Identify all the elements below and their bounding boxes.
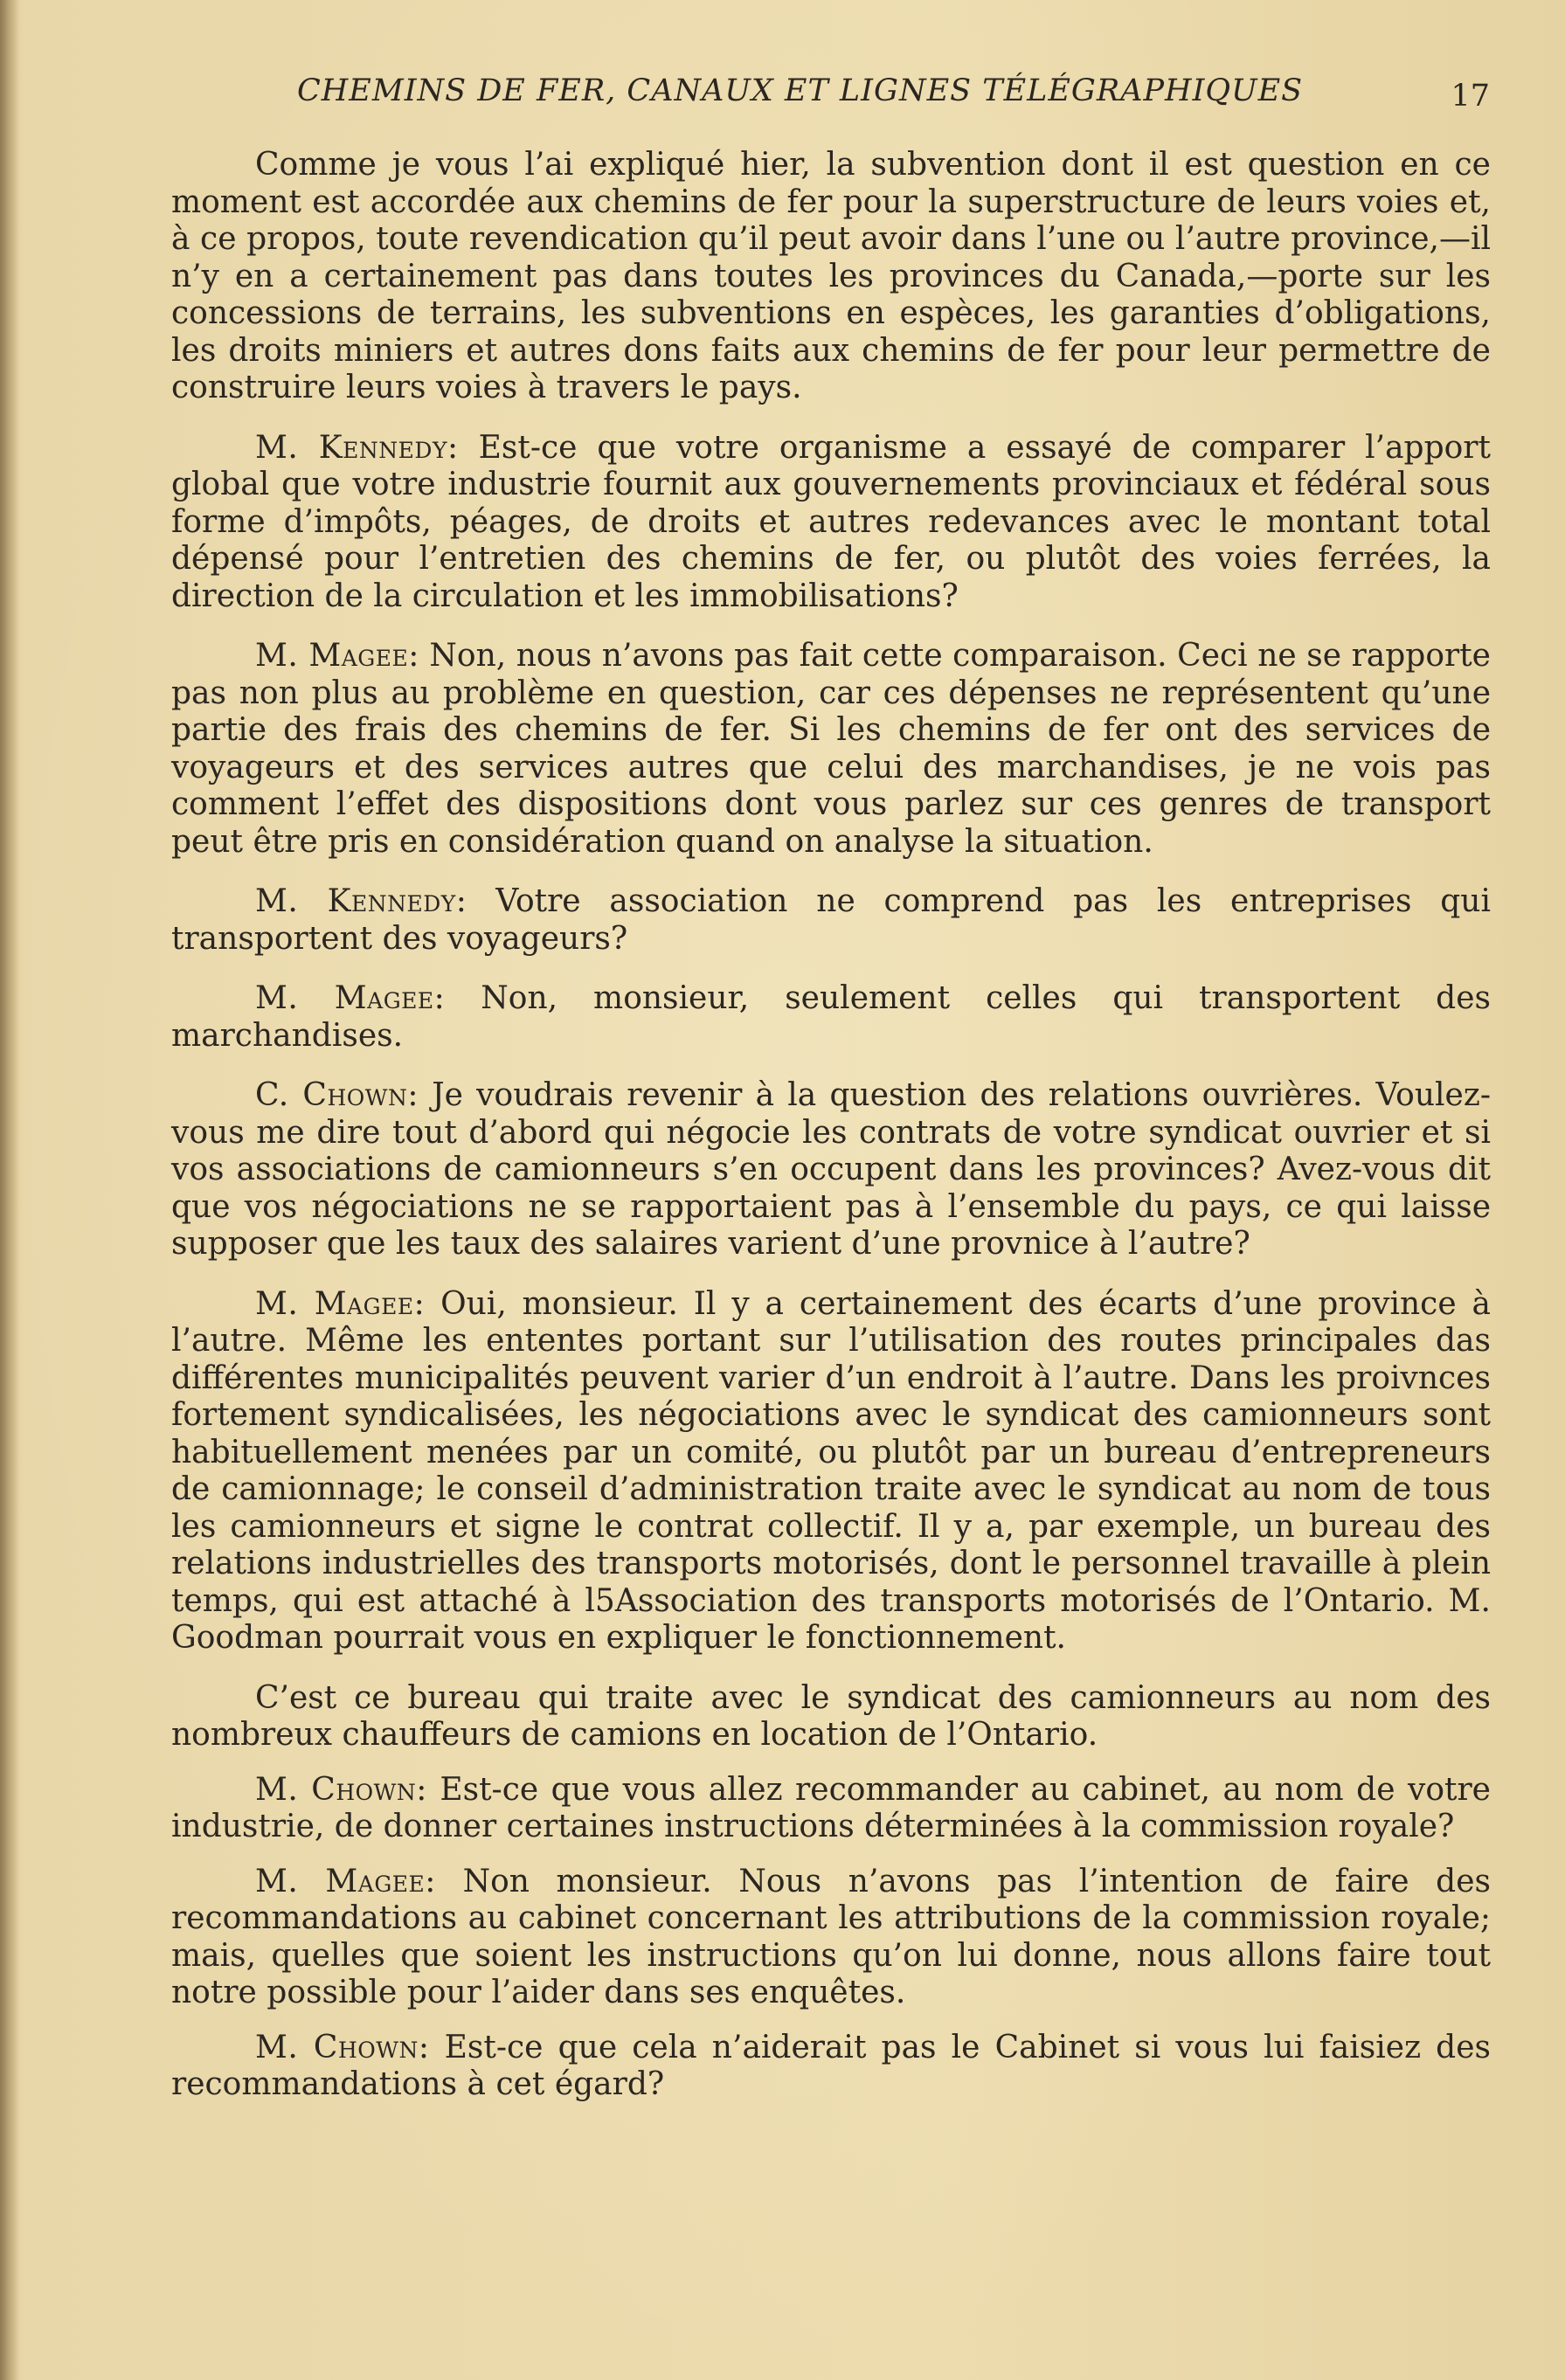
paragraph bbox=[171, 147, 1491, 407]
paragraph bbox=[171, 1864, 1491, 2012]
speaker-name: M. Magee: bbox=[255, 1863, 436, 1899]
paragraph bbox=[171, 1680, 1491, 1754]
paragraph bbox=[171, 883, 1491, 958]
speaker-name: M. Chown: bbox=[255, 2029, 430, 2065]
speaker-name: M. Kennedy: bbox=[255, 883, 467, 919]
speaker-name: M. Magee: bbox=[255, 980, 446, 1016]
paragraph bbox=[171, 638, 1491, 861]
paragraph bbox=[171, 2030, 1491, 2104]
paragraph-text: Est-ce que votre organisme a essayé de comparer l’apport global que votre industrie fournit aux gouvernements provinciaux et fédéral sous forme d’impôts, péages, de droits et autres redevances avec le montant total dépensé pour l’entretien des chemins de fer, ou plutôt des voies ferrées, la direction de la circulation et les immobilisations? bbox=[171, 429, 1491, 614]
paragraph-text: Non monsieur. Nous n’avons pas l’intention de faire des recommandations au cabinet concernant les attributions de la commission royale; mais, quelles que soient les instructions qu’on lui donne, nous allons faire tout notre possible pour l’aider dans ses enquêtes. bbox=[171, 1863, 1491, 2010]
transcript-body bbox=[171, 147, 1491, 2121]
page-header bbox=[175, 73, 1490, 126]
paragraph-text: Votre association ne comprend pas les entreprises qui transportent des voyageurs? bbox=[171, 883, 1492, 957]
speaker-name: M. Chown: bbox=[255, 1771, 427, 1808]
paragraph bbox=[171, 1077, 1491, 1263]
speaker-name: M. Kennedy: bbox=[255, 429, 459, 466]
speaker-name: C. Chown: bbox=[255, 1077, 419, 1113]
paragraph bbox=[171, 1772, 1491, 1846]
paragraph-text: Est-ce que vous allez recommander au cabinet, au nom de votre industrie, de donner certaines instructions déterminées à la commission royale? bbox=[171, 1771, 1491, 1844]
paragraph-text: Comme je vous l’ai expliqué hier, la subvention dont il est question en ce moment est accordée aux chemins de fer pour la superstructure de leurs voies et, à ce propos, toute revendication qu’il peut avoir dans l’une ou l’autre province,—il n’y en a certainement pas dans toutes les provinces du Canada,—porte sur les concessions de terrains, les subventions en espèces, les garanties d’obligations, les droits miniers et autres dons faits aux chemins de fer pour leur permettre de construire leurs voies à travers le pays. bbox=[171, 147, 1491, 405]
paragraph bbox=[171, 1286, 1491, 1657]
paragraph-text: Je voudrais revenir à la question des relations ouvrières. Voulez-vous me dire tout d’abord qui négocie les contrats de votre syndicat ouvrier et si vos associations de camionneurs s’en occupent dans les provinces? Avez-vous dit que vos négociations ne se rapportaient pas à l’ensemble du pays, ce qui laisse supposer que les taux des salaires varient d’une provnice à l’autre? bbox=[171, 1077, 1491, 1262]
paragraph bbox=[171, 980, 1491, 1055]
paragraph-text: Non, nous n’avons pas fait cette comparaison. Ceci ne se rapporte pas non plus au problème en question, car ces dépenses ne représentent qu’une partie des frais des chemins de fer. Si les chemins de fer ont des services de voyageurs et des services autres que celui des marchandises, je ne vois pas comment l’effet des dispositions dont vous parlez sur ces genres de transport peut être pris en considération quand on analyse la situation. bbox=[171, 638, 1491, 860]
paragraph-text: Non, monsieur, seulement celles qui transportent des marchandises. bbox=[171, 980, 1491, 1054]
paragraph-text: Oui, monsieur. Il y a certainement des écarts d’une province à l’autre. Même les ententes portant sur l’utilisation des routes principales das différentes municipalités peuvent varier d’un endroit à l’autre. Dans les proivnces fortement syndicalisées, les négociations avec le syndicat des camionneurs sont habituellement menées par un comité, ou plutôt par un bureau d’entrepreneurs de camionnage; le conseil d’administration traite avec le syndicat au nom de tous les camionneurs et signe le contrat collectif. Il y a, par exemple, un bureau des relations industrielles des transports motorisés, dont le personnel travaille à plein temps, qui est attaché à l5Association des transports motorisés de l’Ontario. M. Goodman pourrait vous en expliquer le fonctionnement. bbox=[171, 1285, 1491, 1656]
paragraph-text: Est-ce que cela n’aiderait pas le Cabinet si vous lui faisiez des recommandations à cet égard? bbox=[171, 2029, 1491, 2102]
paragraph-text: C’est ce bureau qui traite avec le syndicat des camionneurs au nom des nombreux chauffeurs de camions en location de l’Ontario. bbox=[171, 1679, 1491, 1753]
speaker-name: M. Magee: bbox=[255, 1285, 426, 1322]
binding-shadow bbox=[0, 0, 19, 2380]
page-number: 17 bbox=[1451, 79, 1490, 114]
paragraph bbox=[171, 430, 1491, 616]
running-title: CHEMINS DE FER, CANAUX ET LIGNES TÉLÉGRAPHIQUES bbox=[297, 73, 1304, 108]
speaker-name: M. Magee: bbox=[255, 638, 419, 674]
